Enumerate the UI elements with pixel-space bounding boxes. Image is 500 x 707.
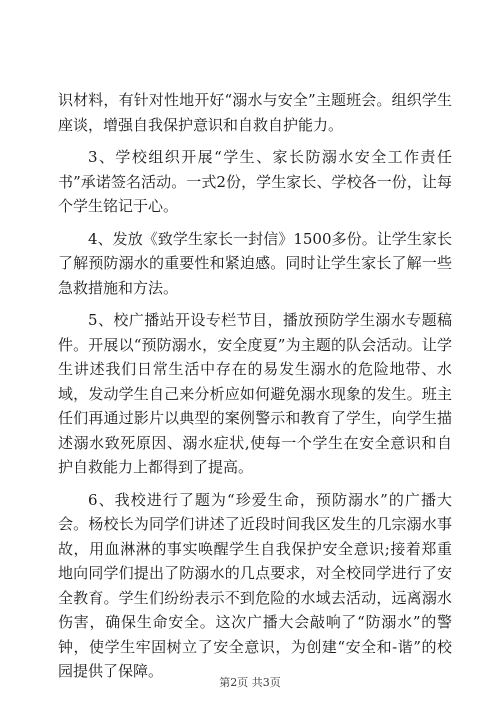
paragraph-item-4: 4、发放《致学生家长一封信》1500多份。让学生家长了解预防溺水的重要性和紧迫感。同时让学生家长了解一些急救措施和方法。 [58, 229, 452, 297]
document-body [58, 88, 452, 692]
paragraph-continuation: 识材料，有针对性地开好“溺水与安全”主题班会。组织学生座谈，增强自我保护意识和自救自护能力。 [58, 91, 452, 134]
paragraph-item-5: 5、校广播站开设专栏节目，播放预防学生溺水专题稿件。开展以“预防溺水，安全度夏”为主题的队会活动。让学生讲述我们日常生活中存在的易发生溺水的危险地带、水域，发动学生自己来分析应如何避免溺水现象的发生。班主任们再通过影片以典型的案例警示和教育了学生，向学生描述溺水致死原因、溺水症状,使每一个学生在安全意识和自护自救能力上都得到了提高。 [58, 311, 452, 476]
paragraph-item-6: 6、我校进行了题为“珍爱生命，预防溺水”的广播大会。杨校长为同学们讲述了近段时间我区发生的几宗溺水事故，用血淋淋的事实唤醒学生自我保护安全意识;接着郑重地向同学们提出了防溺水的几点要求，对全校同学进行了安全教育。学生们纷纷表示不到危险的水域去活动，远离溺水伤害，确保生命安全。这次广播大会敲响了“防溺水”的警钟，使学生牢固树立了安全意识，为创建“安全和-谐”的校园提供了保障。 [58, 490, 452, 680]
paragraph-item-3: 3、学校组织开展“学生、家长防溺水安全工作责任书”承诺签名活动。一式2份，学生家长、学校各一份，让每个学生铭记于心。 [58, 148, 452, 215]
page-footer: 第2页 共3页 [219, 676, 281, 689]
